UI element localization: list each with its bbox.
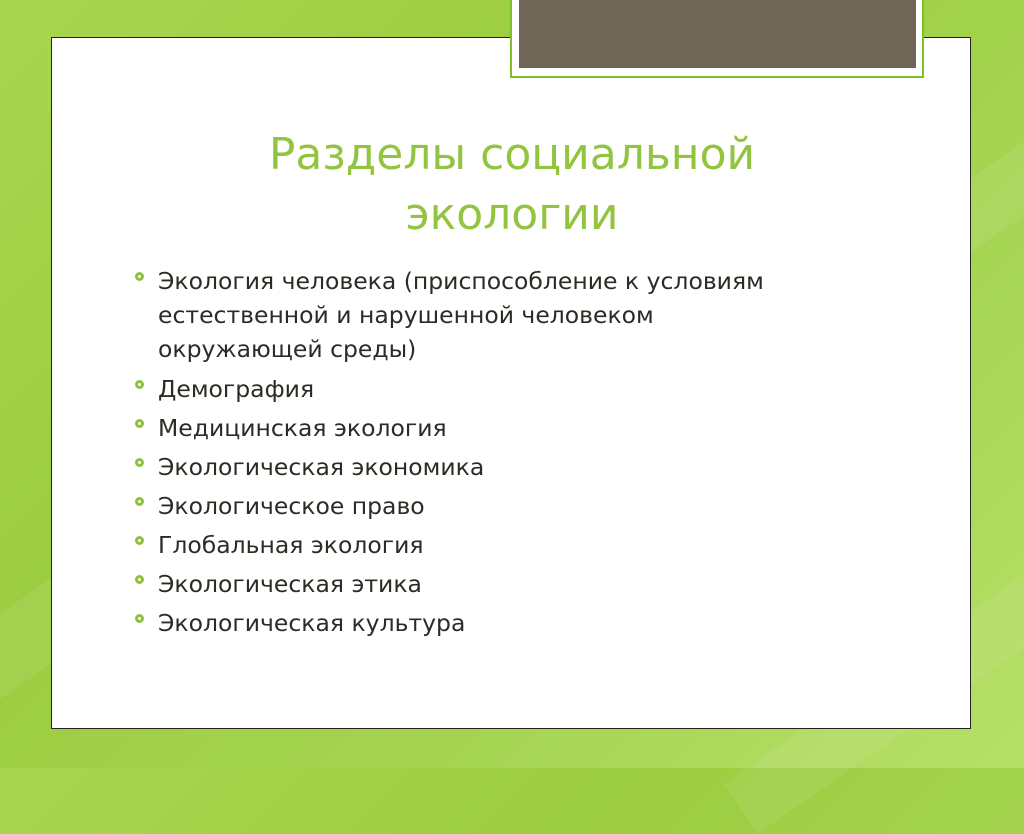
bullet-icon <box>135 380 144 389</box>
bullet-text: Глобальная экология <box>158 531 424 559</box>
slide-title-line-2: экологии <box>405 189 619 240</box>
bullet-item <box>131 567 811 602</box>
bullet-item <box>131 489 811 524</box>
bullet-item <box>131 606 811 641</box>
bullet-item <box>131 411 811 446</box>
bullet-text: Экологическая этика <box>158 570 422 598</box>
bullet-text: Экология человека (приспособление к условиям естественной и нарушенной человеком окружающей среды) <box>158 267 764 363</box>
bullet-item <box>131 372 811 407</box>
bullet-icon <box>135 536 144 545</box>
bullet-icon <box>135 419 144 428</box>
bullet-text: Экологическая экономика <box>158 453 485 481</box>
header-bar <box>519 0 916 68</box>
bullet-icon <box>135 614 144 623</box>
bullet-icon <box>135 497 144 506</box>
bullet-text: Экологическое право <box>158 492 425 520</box>
bullet-item <box>131 450 811 485</box>
bullet-icon <box>135 458 144 467</box>
slide-title-line-1: Разделы социальной <box>268 129 756 180</box>
bullet-text: Экологическая культура <box>158 609 466 637</box>
bullet-text: Демография <box>158 375 315 403</box>
bullet-item <box>131 264 811 366</box>
slide-title <box>0 125 1024 245</box>
bullet-list <box>131 264 811 645</box>
bullet-icon <box>135 575 144 584</box>
bullet-item <box>131 528 811 563</box>
bullet-text: Медицинская экология <box>158 414 447 442</box>
bullet-icon <box>135 272 144 281</box>
